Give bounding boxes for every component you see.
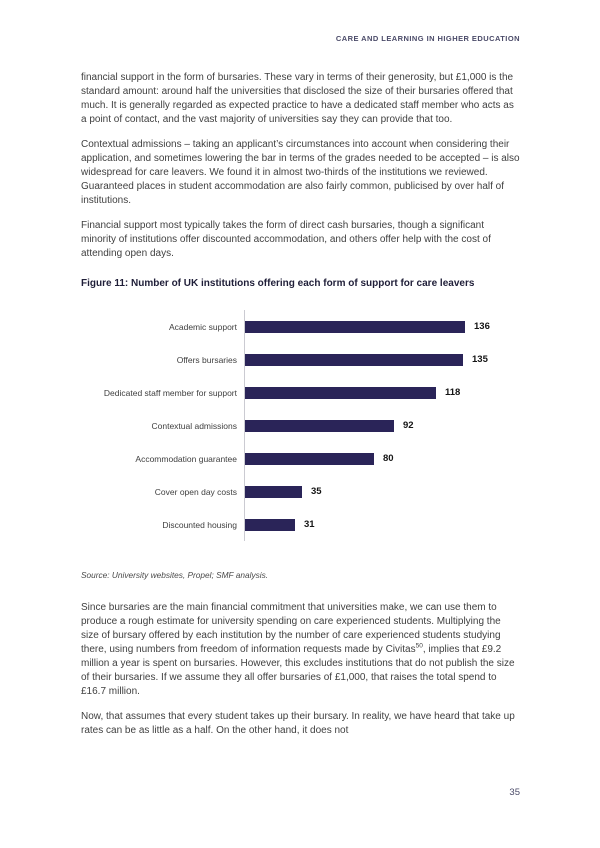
- chart-plot-area: [244, 343, 520, 376]
- paragraph-1: financial support in the form of bursaries. These vary in terms of their generosity, but £1,000 is the standard amount: around half the universities that disclosed the size of their bursaries offered that much. It is generally regarded as expected practice to have a dedicated staff member who acts as a point of contact, and the vast majority of universities say they can provide that too.: [81, 72, 514, 125]
- footnote-marker-50: 50: [415, 642, 423, 650]
- chart-row: [81, 310, 520, 343]
- paragraph-4-text-after-footnote: , implies that £9.2 million a year is spent on bursaries. However, this excludes institutions that do not publish the size of their bursaries. If we assume they all offer bursaries of £1,000, that raises the total spend to £16.7 million.: [81, 644, 515, 697]
- bar-value-label: 135: [472, 354, 488, 365]
- bar: [245, 354, 463, 366]
- chart-plot-area: [244, 310, 520, 343]
- paragraph-5: Now, that assumes that every student takes up their bursary. In reality, we have heard that take up rates can be as little as a half. On the other hand, it does not: [81, 711, 515, 736]
- bar: [245, 486, 302, 498]
- bar-value-label: 80: [383, 453, 394, 464]
- bar: [245, 519, 295, 531]
- chart-plot-area: [244, 409, 520, 442]
- bar-value-label: 35: [311, 486, 322, 497]
- paragraph-4-text-before-footnote: Since bursaries are the main financial commitment that universities make, we can use them to produce a rough estimate for university spending on care experienced students. Multiplying the size of bursary offered by each institution by the number of care experienced students studying there, using numbers from freedom of information requests made by Civitas: [81, 602, 501, 655]
- paragraph-4: [81, 601, 520, 699]
- chart-plot-area: [244, 376, 520, 409]
- bar-value-label: 118: [445, 387, 461, 398]
- bar-category-label: Cover open day costs: [154, 486, 237, 497]
- chart-row: [81, 343, 520, 376]
- chart-row: [81, 376, 520, 409]
- bar-category-label: Discounted housing: [162, 519, 237, 530]
- bar: [245, 420, 394, 432]
- chart-plot-area: [244, 475, 520, 508]
- paragraph-3: Financial support most typically takes the form of direct cash bursaries, though a significant minority of institutions offer discounted accommodation, and others offer help with the cost of attending open days.: [81, 220, 491, 259]
- chart-row: [81, 508, 520, 541]
- chart-row: [81, 409, 520, 442]
- bar-category-label: Accommodation guarantee: [135, 453, 237, 464]
- bar-value-label: 136: [474, 321, 490, 332]
- bar-category-label: Dedicated staff member for support: [103, 387, 237, 398]
- page-number: 35: [509, 787, 520, 798]
- bar-category-label: Contextual admissions: [151, 420, 237, 431]
- bar: [245, 453, 374, 465]
- running-header: CARE AND LEARNING IN HIGHER EDUCATION: [335, 34, 520, 43]
- bar-value-label: 31: [304, 519, 315, 530]
- bar-chart: [81, 310, 520, 541]
- chart-row: [81, 475, 520, 508]
- bar-category-label: Offers bursaries: [176, 354, 237, 365]
- bar: [245, 321, 465, 333]
- chart-plot-area: [244, 442, 520, 475]
- figure-source-note: Source: University websites, Propel; SMF analysis.: [81, 570, 269, 580]
- chart-row: [81, 442, 520, 475]
- bar: [245, 387, 436, 399]
- paragraph-2: Contextual admissions – taking an applicant’s circumstances into account when considering their application, and sometimes lowering the bar in terms of the grades needed to be accepted – is also widespread for care leavers. We found it in almost two-thirds of the institutions we reviewed. Guaranteed places in student accommodation are also fairly common, publicised by over half of institutions.: [81, 139, 520, 206]
- bar-value-label: 92: [403, 420, 414, 431]
- chart-plot-area: [244, 508, 520, 541]
- figure-title: Figure 11: Number of UK institutions offering each form of support for care leavers: [81, 278, 475, 289]
- bar-category-label: Academic support: [168, 321, 237, 332]
